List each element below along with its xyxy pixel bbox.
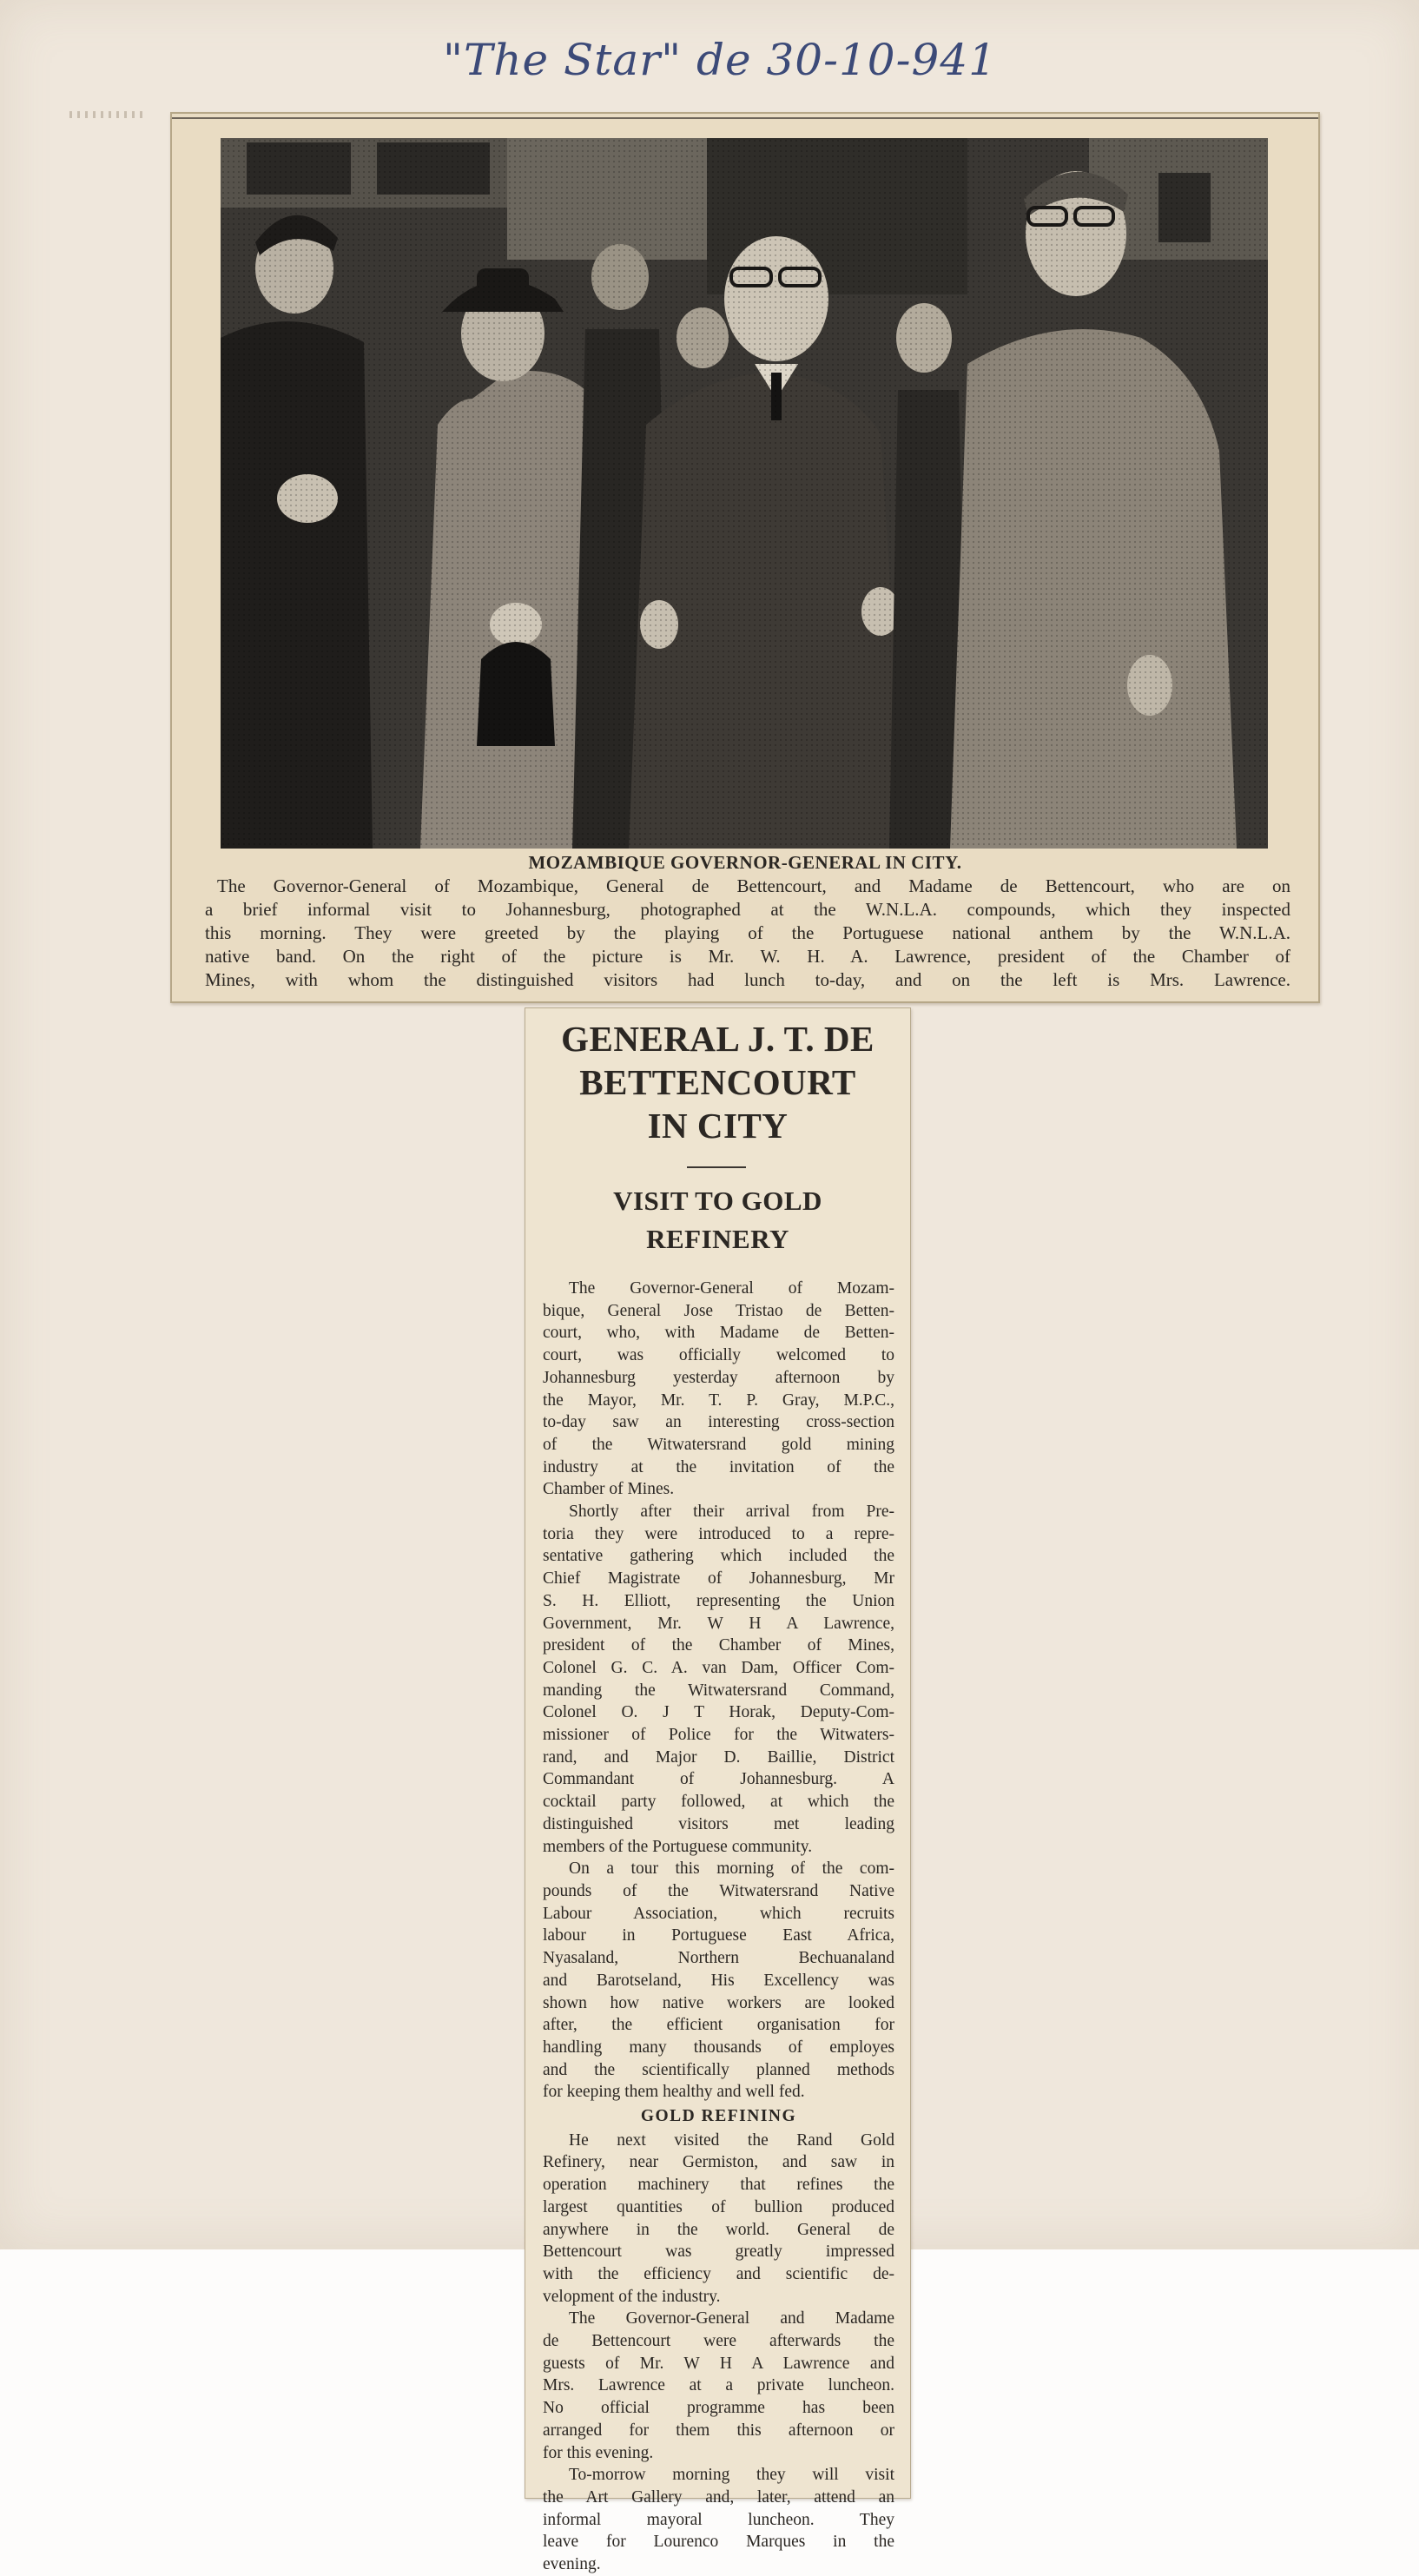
body-line: leave for Lourenco Marques in the [543,2533,894,2552]
body-line: cocktail party followed, at which the [543,1793,894,1812]
body-line: bique, General Jose Tristao de Betten- [543,1301,894,1320]
body-line: toria they were introduced to a repre- [543,1524,894,1543]
body-line: operation machinery that refines the [543,2176,894,2195]
subhead-line: REFINERY [646,1224,789,1254]
paragraph-1 [543,1278,894,1501]
photo-caption-body [205,875,1290,992]
article-headline [525,1017,910,1147]
article-subheadline [525,1182,910,1258]
body-line: Commandant of Johannesburg. A [543,1770,894,1789]
body-line: pounds of the Witwatersrand Native [543,1881,894,1900]
body-line: to-day saw an interesting cross-section [543,1413,894,1432]
body-line: Chief Magistrate of Johannesburg, Mr [543,1569,894,1589]
body-line: Johannesburg yesterday afternoon by [543,1368,894,1387]
headline-line: GENERAL J. T. DE [561,1019,874,1059]
body-line: president of the Chamber of Mines, [543,1636,894,1655]
headline-rule [687,1166,746,1168]
clipping-top-rule [172,117,1318,119]
body-line: Bettencourt was greatly impressed [543,2242,894,2262]
body-line: Government, Mr. W H A Lawrence, [543,1614,894,1633]
subhead-line: VISIT TO GOLD [613,1186,822,1216]
handwritten-source-note: "The Star" de 30-10-941 [443,35,997,85]
body-line: with the efficiency and scientific de- [543,2264,894,2283]
body-line: evening. [543,2555,601,2574]
photo-caption-title: MOZAMBIQUE GOVERNOR-GENERAL IN CITY. [528,852,962,873]
paragraph-4 [543,2130,894,2308]
body-line: court, who, with Madame de Betten- [543,1324,894,1343]
body-line: members of the Portuguese community. [543,1837,813,1856]
body-line: arranged for them this afternoon or [543,2421,894,2440]
body-line: industry at the invitation of the [543,1457,894,1476]
body-line: On a tour this morning of the com- [569,1859,894,1879]
article-body [543,1278,894,2576]
body-line: court, was officially welcomed to [543,1346,894,1365]
body-line: sentative gathering which included the [543,1547,894,1566]
body-line: Chamber of Mines. [543,1480,675,1499]
body-line: Colonel O. J T Horak, Deputy-Com- [543,1703,894,1722]
body-line: of the Witwatersrand gold mining [543,1435,894,1454]
body-line: Labour Association, which recruits [543,1904,894,1923]
body-line: for this evening. [543,2443,654,2462]
body-line: The Governor-General of Mozam- [569,1279,894,1298]
body-line: the Mayor, Mr. T. P. Gray, M.P.C., [543,1390,894,1410]
caption-line: Mines, with whom the distinguished visitors had lunch to-day, and on the left is Mrs. Lawrence. [205,969,1290,990]
body-line: S. H. Elliott, representing the Union [543,1591,894,1610]
body-line: after, the efficient organisation for [543,2016,894,2035]
body-line: velopment of the industry. [543,2287,721,2306]
body-line: To-morrow morning they will visit [569,2466,894,2485]
body-line: for keeping them healthy and well fed. [543,2083,805,2102]
body-line: informal mayoral luncheon. They [543,2510,894,2529]
body-line: Mrs. Lawrence at a private luncheon. [543,2376,894,2395]
paragraph-5 [543,2308,894,2464]
body-line: largest quantities of bullion produced [543,2197,894,2216]
photograph-figures [221,138,1268,849]
paper-specks [69,111,148,118]
article-clipping [525,1007,911,2574]
body-line: No official programme has been [543,2399,894,2418]
paragraph-2 [543,1501,894,1858]
body-line: The Governor-General and Madame [569,2309,894,2328]
body-line: Colonel G. C. A. van Dam, Officer Com- [543,1658,894,1677]
body-line: Nyasaland, Northern Bechuanaland [543,1949,894,1968]
body-line: Shortly after their arrival from Pre- [569,1503,894,1522]
body-line: de Bettencourt were afterwards the [543,2332,894,2351]
body-line: Refinery, near Germiston, and saw in [543,2153,894,2172]
caption-line: a brief informal visit to Johannesburg, photographed at the W.N.L.A. compounds, which they inspected [205,899,1290,920]
body-line: manding the Witwatersrand Command, [543,1681,894,1700]
body-line: rand, and Major D. Baillie, District [543,1747,894,1767]
caption-line: this morning. They were greeted by the playing of the Portuguese national anthem by the W.N.L.A. [205,922,1290,943]
news-photograph [221,138,1268,849]
body-line: the Art Gallery and, later, attend an [543,2487,894,2507]
body-line: anywhere in the world. General de [543,2220,894,2239]
body-line: handling many thousands of employes [543,2038,894,2057]
caption-line: native band. On the right of the picture is Mr. W. H. A. Lawrence, president of the Chamber of [205,946,1290,967]
body-line: guests of Mr. W H A Lawrence and [543,2354,894,2373]
photo-clipping [170,112,1320,1003]
caption-line: The Governor-General of Mozambique, General de Bettencourt, and Madame de Bettencourt, who are on [217,875,1290,896]
body-line: shown how native workers are looked [543,1993,894,2012]
paragraph-3 [543,1858,894,2104]
section-heading-gold-refining: GOLD REFINING [640,2107,797,2126]
body-line: He next visited the Rand Gold [569,2130,894,2150]
paragraph-6 [543,2464,894,2576]
body-line: distinguished visitors met leading [543,1814,894,1833]
headline-line: IN CITY [647,1106,789,1146]
body-line: and Barotseland, His Excellency was [543,1971,894,1990]
headline-line: BETTENCOURT [579,1062,856,1102]
body-line: missioner of Police for the Witwaters- [543,1726,894,1745]
body-line: labour in Portuguese East Africa, [543,1926,894,1945]
body-line: and the scientifically planned methods [543,2060,894,2079]
